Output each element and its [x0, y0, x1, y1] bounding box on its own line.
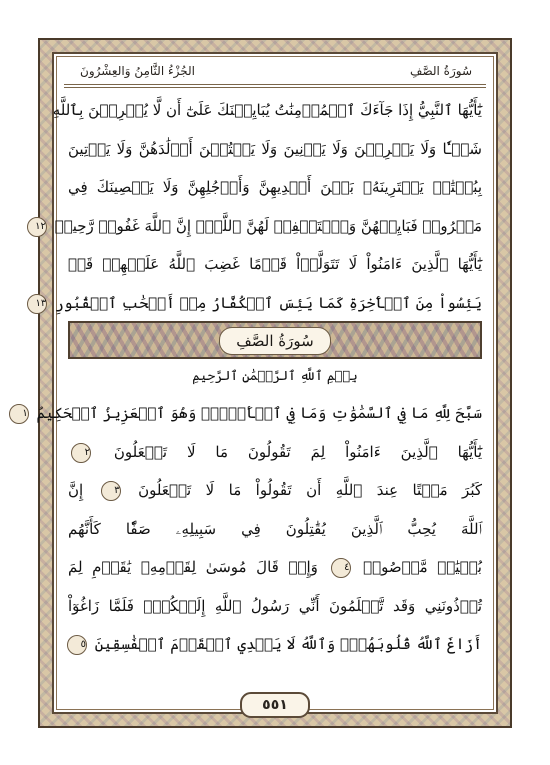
- ayah-marker: ٥: [67, 635, 87, 655]
- verse-line: سَبَّحَ لِلَّهِ مَا فِي ٱلسَّمَٰوَٰتِ وَمَا فِي ٱلۡأَرۡضِۖ وَهُوَ ٱلۡعَزِيزُ ٱلۡحَكِيمُ ١: [68, 394, 482, 433]
- ayah-marker: ١٢: [27, 217, 47, 237]
- header-divider: [64, 84, 486, 85]
- surah-name: سُورَةُ الصَّفِ: [410, 64, 472, 78]
- top-verse-block: [35, 91, 482, 322]
- surah-title-banner: [68, 321, 482, 359]
- mushaf-page: [22, 38, 512, 728]
- bottom-verse-block: [22, 394, 482, 664]
- verse-line: بُنۡيَٰنٞ مَّرۡصُوصٞ ٤ وَإِذۡ قَالَ مُوسَىٰ لِقَوۡمِهِۦ يَٰقَوۡمِ لِمَ: [68, 558, 482, 576]
- verse-line: يَٰٓأَيُّهَا ٱلنَّبِيُّ إِذَا جَآءَكَ ٱلۡمُؤۡمِنَٰتُ يُبَايِعۡنَكَ عَلَىٰٓ أَن لَّا يُشۡرِكۡنَ بِٱللَّهِ: [52, 101, 482, 119]
- verse-line: مَعۡرُوفٖ فَبَايِعۡهُنَّ وَٱسۡتَغۡفِرۡ لَهُنَّ ٱللَّهَۚ إِنَّ ٱللَّهَ غَفُورٞ رَّحِيمٞ ١٢: [68, 207, 482, 246]
- page-header: [64, 60, 486, 82]
- surah-title: سُورَةُ الصَّفِ: [219, 327, 331, 355]
- ayah-marker: ٣: [101, 481, 121, 501]
- page-number: ٥٥١: [240, 692, 310, 718]
- verse-line: كَبُرَ مَقۡتًا عِندَ ٱللَّهِ أَن تَقُولُواْ مَا لَا تَفۡعَلُونَ ٣ إِنَّ: [68, 481, 482, 499]
- verse-line: شَيۡـٔٗا وَلَا يَسۡرِقۡنَ وَلَا يَزۡنِينَ وَلَا يَقۡتُلۡنَ أَوۡلَٰدَهُنَّ وَلَا يَأۡتِينَ: [68, 139, 482, 158]
- verse-line: بِبُهۡتَٰنٖ يَفۡتَرِينَهُۥ بَيۡنَ أَيۡدِيهِنَّ وَأَرۡجُلِهِنَّ وَلَا يَعۡصِينَكَ فِي: [68, 178, 482, 196]
- verse-line: يَٰٓأَيُّهَا ٱلَّذِينَ ءَامَنُواْ لَا تَتَوَلَّوۡاْ قَوۡمًا غَضِبَ ٱللَّهُ عَلَيۡهِمۡ قَدۡ: [68, 255, 482, 273]
- verse-line: ٱللَّهَ يُحِبُّ ٱلَّذِينَ يُقَٰتِلُونَ فِي سَبِيلِهِۦ صَفّٗا كَأَنَّهُم: [68, 519, 482, 538]
- verse-line: أَزَاغَ ٱللَّهُ قُلُوبَهُمۡۚ وَٱللَّهُ لَا يَهۡدِي ٱلۡقَوۡمَ ٱلۡفَٰسِقِينَ ٥: [68, 625, 482, 664]
- basmala: بِسۡمِ ٱللَّهِ ٱلرَّحۡمَٰنِ ٱلرَّحِيمِ: [192, 369, 358, 384]
- verse-line: يَٰٓأَيُّهَا ٱلَّذِينَ ءَامَنُواْ لِمَ تَقُولُونَ مَا لَا تَفۡعَلُونَ ٢: [68, 433, 482, 472]
- ayah-marker: ١٣: [27, 294, 47, 314]
- ayah-marker: ١: [9, 404, 29, 424]
- verse-line: تُؤۡذُونَنِي وَقَد تَّعۡلَمُونَ أَنِّي رَسُولُ ٱللَّهِ إِلَيۡكُمۡۖ فَلَمَّا زَاغُوٓاْ: [68, 596, 482, 615]
- ayah-marker: ٤: [331, 558, 351, 578]
- ayah-marker: ٢: [71, 443, 91, 463]
- juz-name: الجُزْءُ الثَّامِنُ وَالعِشْرُونَ: [80, 64, 195, 78]
- header-divider: [64, 87, 486, 88]
- verse-line: يَئِسُواْ مِنَ ٱلۡأٓخِرَةِ كَمَا يَئِسَ ٱلۡكُفَّارُ مِنۡ أَصۡحَٰبِ ٱلۡقُبُورِ ١٣: [68, 284, 482, 323]
- text-panel: [22, 52, 498, 714]
